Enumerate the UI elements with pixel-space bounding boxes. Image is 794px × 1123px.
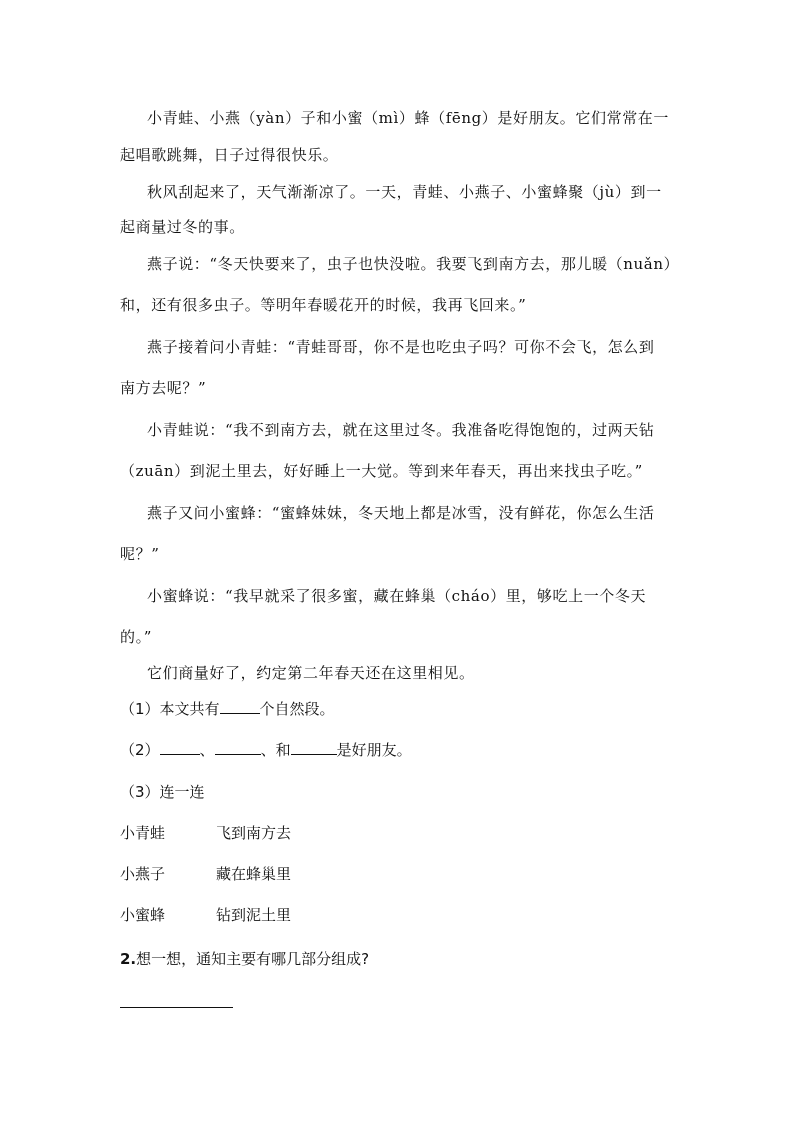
question-2-blank-3[interactable]: [291, 740, 337, 755]
passage-p6-line2: 呢？”: [120, 545, 160, 563]
passage-p1-line1: 小青蛙、小燕（yàn）子和小蜜（mì）蜂（fēng）是好朋友。它们常常在一: [147, 109, 669, 127]
passage-p2-line2: 起商量过冬的事。: [120, 218, 245, 236]
passage-p6-line1: 燕子又问小蜜蜂：“蜜蜂妹妹，冬天地上都是冰雪，没有鲜花，你怎么生活: [147, 504, 655, 522]
passage-p5-line2: （zuān）到泥土里去，好好睡上一大觉。等到来年春天，再出来找虫子吃。”: [120, 462, 643, 480]
match-right-1[interactable]: 飞到南方去: [216, 824, 292, 842]
match-left-3[interactable]: 小蜜蜂: [120, 906, 166, 924]
match-left-1[interactable]: 小青蛙: [120, 824, 166, 842]
passage-p7-line1: 小蜜蜂说：“我早就采了很多蜜，藏在蜂巢（cháo）里，够吃上一个冬天: [147, 587, 647, 605]
question-1: [120, 699, 335, 719]
question-2-prefix: （2）: [120, 741, 160, 759]
question-2-sep-1: 、: [199, 741, 215, 759]
passage-p4-line2: 南方去呢？”: [120, 379, 207, 397]
question-2-blank-1[interactable]: [160, 740, 200, 755]
passage-p4-line1: 燕子接着问小青蛙：“青蛙哥哥，你不是也吃虫子吗？可你不会飞，怎么到: [147, 338, 655, 356]
passage-p5-line1: 小青蛙说：“我不到南方去，就在这里过冬。我准备吃得饱饱的，过两天钻: [147, 421, 655, 439]
passage-p8-line1: 它们商量好了，约定第二年春天还在这里相见。: [147, 664, 475, 682]
question-1-blank[interactable]: [220, 699, 260, 714]
question-2-suffix: 是好朋友。: [336, 741, 412, 759]
match-right-2[interactable]: 藏在蜂巢里: [216, 865, 292, 883]
question-2-sep-2: 、和: [260, 741, 291, 759]
question-4: [120, 949, 369, 969]
question-1-suffix: 个自然段。: [259, 700, 335, 718]
passage-p3-line1: 燕子说：“冬天快要来了，虫子也快没啦。我要飞到南方去，那儿暖（nuǎn）: [147, 255, 680, 273]
question-2: [120, 740, 412, 760]
passage-p1-line2: 起唱歌跳舞，日子过得很快乐。: [120, 146, 339, 164]
question-4-number: 2.: [120, 950, 137, 968]
match-left-2[interactable]: 小燕子: [120, 865, 166, 883]
question-2-blank-2[interactable]: [215, 740, 261, 755]
question-1-prefix: （1）本文共有: [120, 700, 220, 718]
passage-p2-line1: 秋风刮起来了，天气渐渐凉了。一天，青蛙、小燕子、小蜜蜂聚（jù）到一: [147, 183, 662, 201]
passage-p7-line2: 的。”: [120, 628, 152, 646]
question-3-label: （3）连一连: [120, 783, 205, 801]
passage-p3-line2: 和，还有很多虫子。等明年春暖花开的时候，我再飞回来。”: [120, 296, 527, 314]
question-4-text: 想一想，通知主要有哪几部分组成?: [136, 950, 370, 968]
question-4-answer-line[interactable]: [120, 1007, 233, 1008]
match-right-3[interactable]: 钻到泥土里: [216, 906, 292, 924]
